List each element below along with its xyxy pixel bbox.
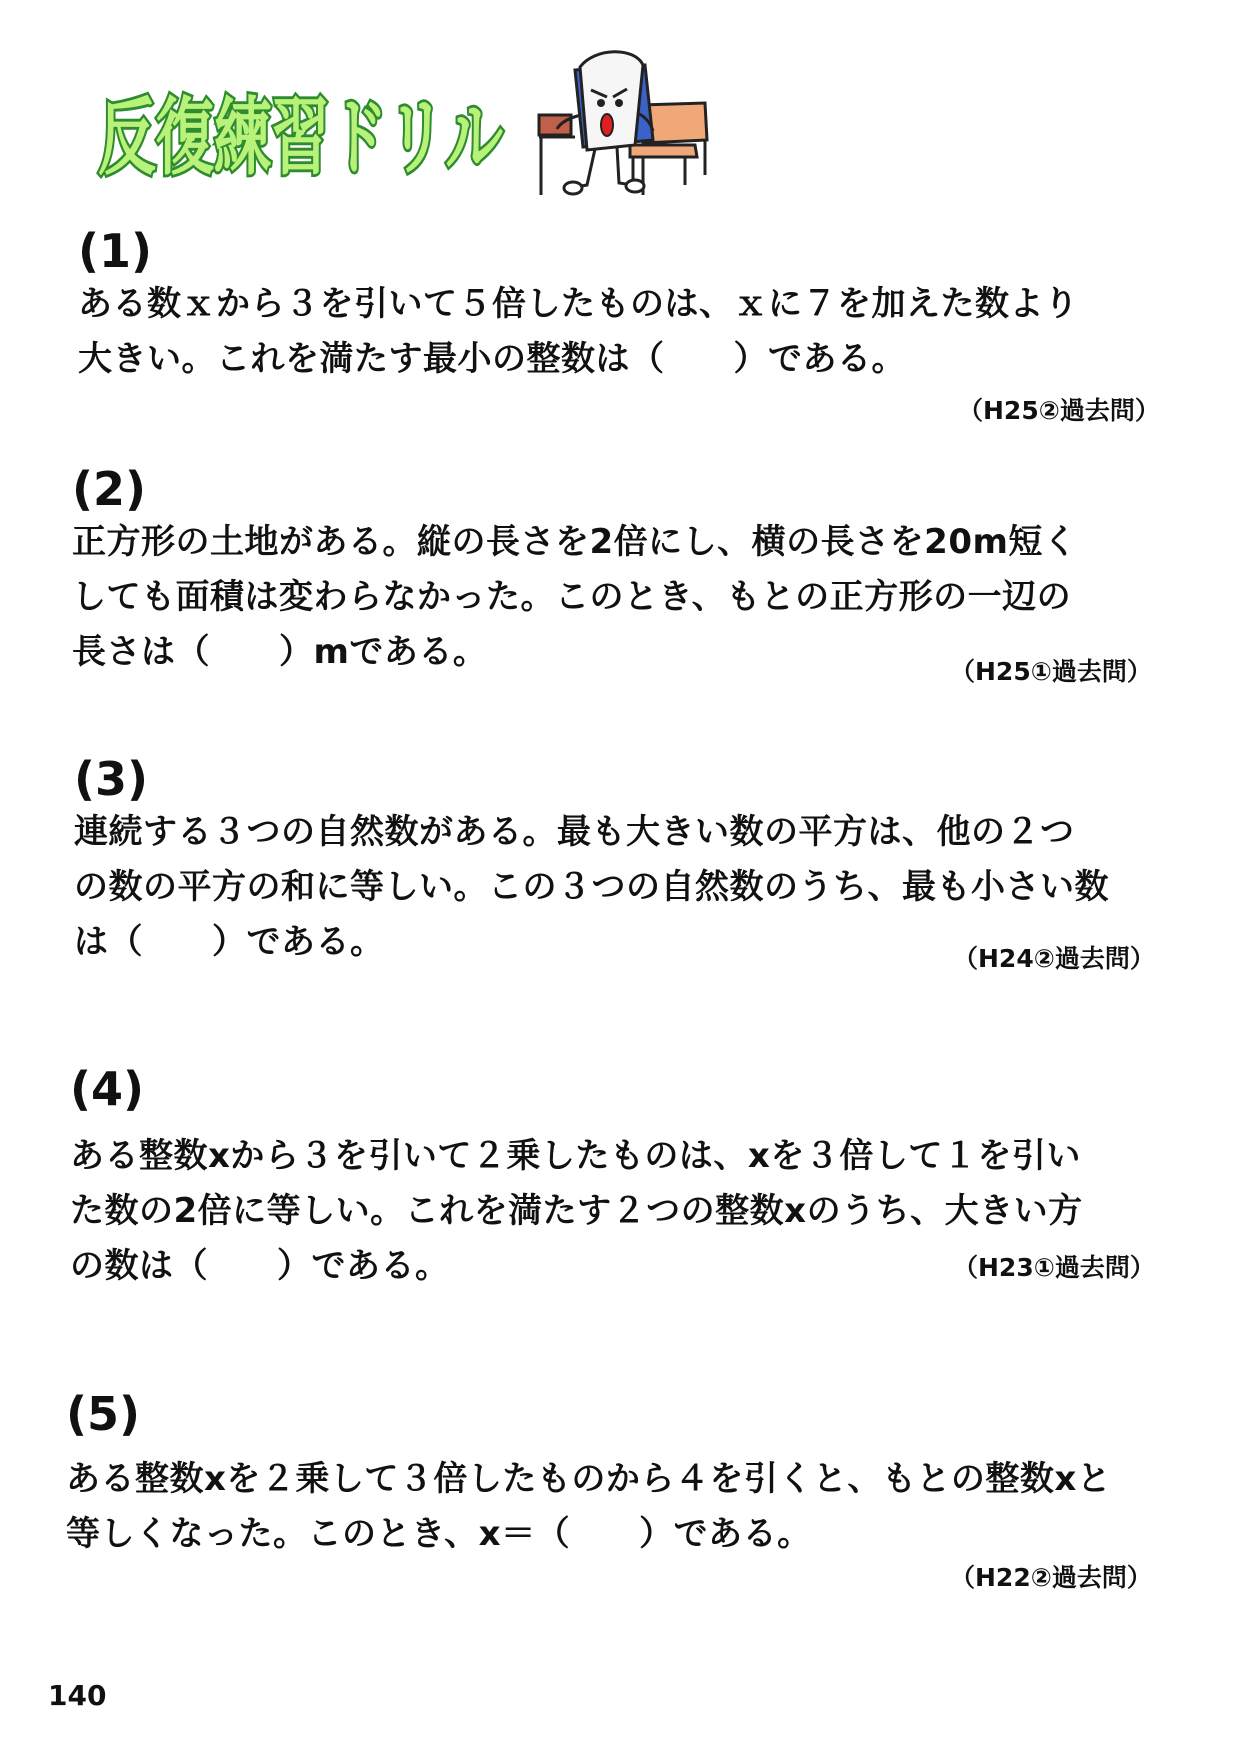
- problem-number: (5): [66, 1387, 141, 1441]
- problem-number: (4): [70, 1062, 145, 1116]
- problem-5: [66, 1388, 1111, 1562]
- problem-4: [70, 1063, 1083, 1294]
- problem-text-line: ある数ｘから３を引いて５倍したものは、ｘに７を加えた数より: [78, 284, 1079, 324]
- source-note: （H23①過去問）: [953, 1253, 1155, 1282]
- problem-text-line: ある整数xから３を引いて２乗したものは、xを３倍して１を引い: [70, 1136, 1081, 1176]
- problem-text-line: 連続する３つの自然数がある。最も大きい数の平方は、他の２つ: [74, 812, 1075, 852]
- student-at-desk-icon: [535, 45, 720, 205]
- problem-number: (2): [72, 462, 147, 516]
- source-note: （H22②過去問）: [950, 1563, 1152, 1592]
- problem-text-line: 等しくなった。このとき、x＝（ ）である。: [66, 1514, 812, 1554]
- problem-3: [74, 753, 1109, 970]
- source-note: （H25②過去問）: [958, 396, 1160, 425]
- problem-number: (1): [78, 224, 153, 278]
- source-note: （H24②過去問）: [953, 944, 1155, 973]
- problem-2: [72, 463, 1077, 680]
- drill-title-logo: [92, 52, 512, 202]
- problem-text-line: ある整数xを２乗して３倍したものから４を引くと、もとの整数xと: [66, 1459, 1112, 1499]
- problem-text: [70, 1129, 1083, 1294]
- problem-text: [66, 1452, 1111, 1562]
- page-title: 反復練習ドリル: [98, 89, 503, 188]
- problem-text-line: 大きい。これを満たす最小の整数は（ ）である。: [78, 339, 906, 379]
- problem-text-line: 正方形の土地がある。縦の長さを2倍にし、横の長さを20m短く: [72, 522, 1078, 562]
- problem-text-line: た数の2倍に等しい。これを満たす２つの整数xのうち、大きい方: [70, 1191, 1083, 1231]
- page-number: 140: [48, 1679, 107, 1712]
- problem-text: [72, 515, 1077, 680]
- problem-text-line: の数の平方の和に等しい。この３つの自然数のうち、最も小さい数: [74, 867, 1109, 907]
- problem-number: (3): [74, 752, 149, 806]
- problem-text-line: は（ ）である。: [74, 922, 385, 962]
- problem-text: [78, 277, 1079, 387]
- problem-1: [78, 225, 1079, 387]
- problem-text-line: 長さは（ ）mである。: [72, 632, 488, 672]
- problem-text-line: しても面積は変わらなかった。このとき、もとの正方形の一辺の: [72, 577, 1072, 617]
- problem-text-line: の数は（ ）である。: [70, 1246, 450, 1286]
- source-note: （H25①過去問）: [950, 657, 1152, 686]
